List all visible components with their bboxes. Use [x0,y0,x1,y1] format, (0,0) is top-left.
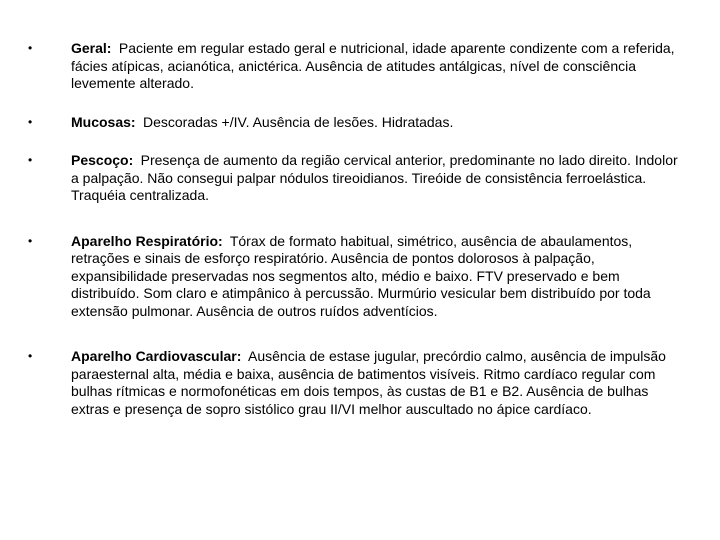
item-heading: Aparelho Respiratório: [71,232,223,249]
item-heading: Mucosas: [71,113,136,130]
item-heading: Aparelho Cardiovascular: [71,348,242,364]
bullet-icon: • [28,41,33,55]
item-heading: Pescoço: [71,152,134,168]
item-text: Ausência de estase jugular, precórdio calmo, ausência de impulsão paraesternal alta, média e baixa, ausência de batimentos visíveis. Ritmo cardíaco regular com bulhas rítmicas e normofonéticas em dois tempos, às custas de B1 e B2. Ausência de bulhas extras e presença de sopro sistólico grau II/VI melhor auscultado no ápice cardíaco. [71,348,666,417]
list-item-aparelho-respiratorio [28,233,678,321]
list-item-aparelho-cardiovascular [28,348,678,418]
bullet-icon: • [28,114,33,129]
exam-findings-list [28,40,678,439]
list-item-mucosas [28,114,678,132]
list-item-pescoco [28,152,678,205]
bullet-icon: • [28,349,33,363]
item-text: Tórax de formato habitual, simétrico, ausência de abaulamentos, retrações e sinais de esforço respiratório. Ausência de pontos dolorosos à palpação, expansibilidade preservadas nos segmentos alto, médio e baixo. FTV preservado e bem distribuído. Som claro e atimpânico à percussão. Murmúrio vesicular bem distribuído por toda extensão pulmonar. Ausência de outros ruídos adventícios. [71,232,651,319]
item-heading: Geral: [71,40,112,56]
bullet-icon: • [28,153,33,167]
item-text: Presença de aumento da região cervical anterior, predominante no lado direito. Indolor a palpação. Não consegui palpar nódulos tireoidianos. Tireóide de consistência ferroelástica. Traquéia centralizada. [71,152,678,203]
item-text: Paciente em regular estado geral e nutricional, idade aparente condizente com a referida, fácies atípicas, acianótica, anictérica. Ausência de atitudes antálgicas, nível de consciência levemente alterado. [71,40,675,91]
list-item-geral [28,40,678,93]
bullet-icon: • [28,233,33,248]
item-text: Descoradas +/IV. Ausência de lesões. Hidratadas. [142,113,454,130]
